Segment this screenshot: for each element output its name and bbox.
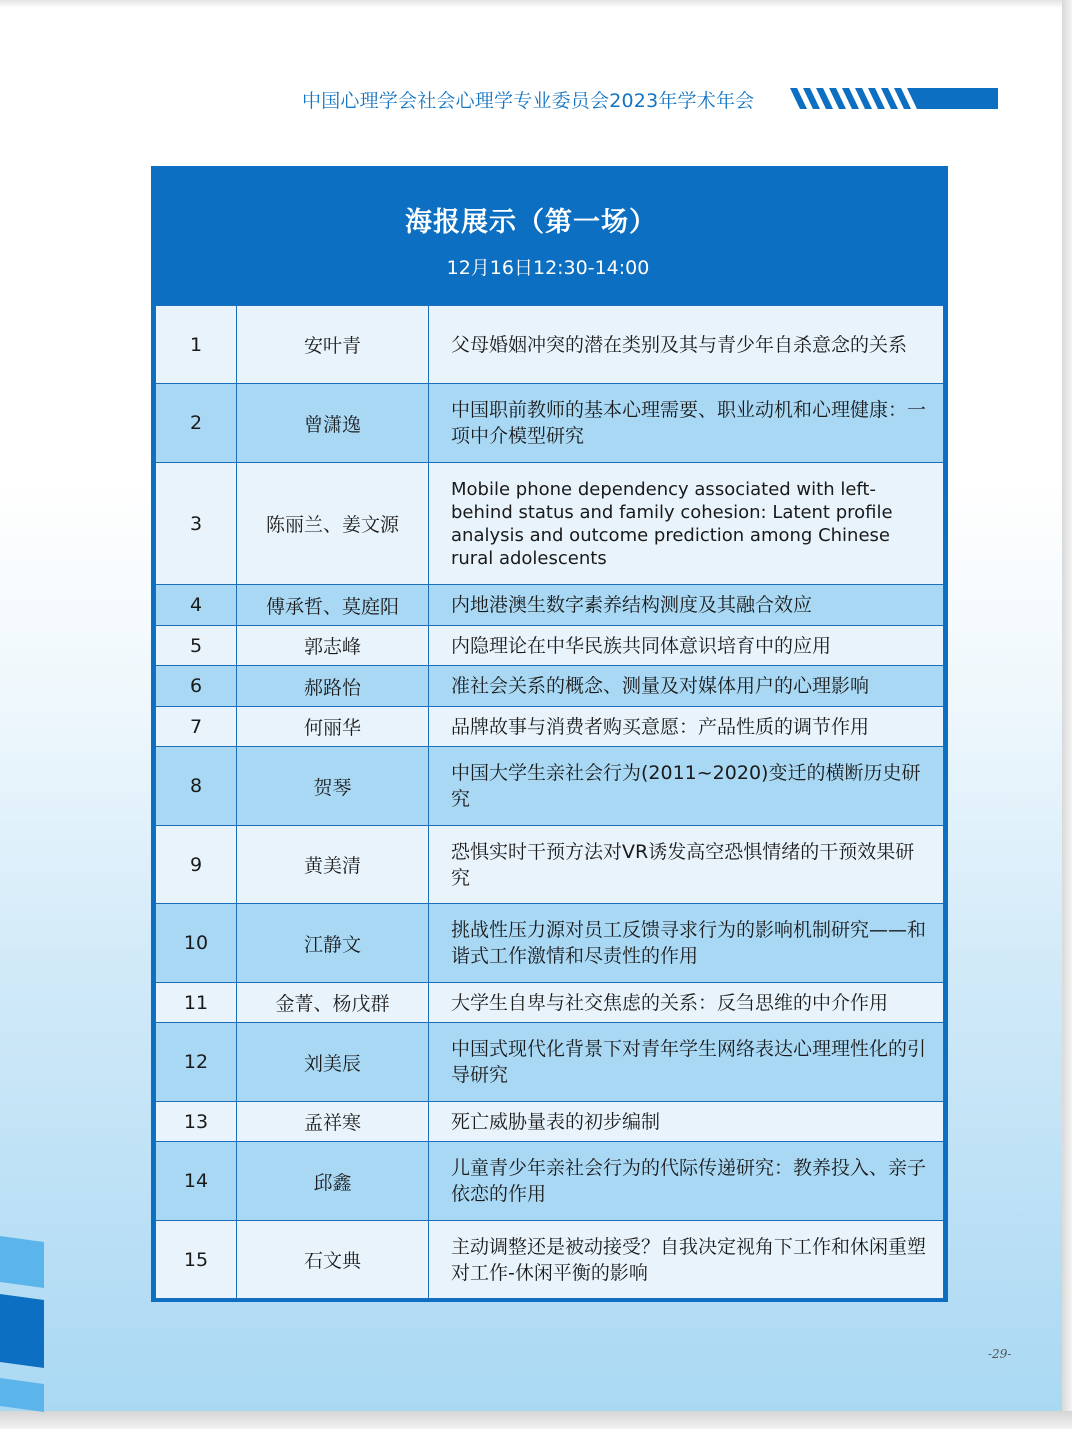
poster-author: 郭志峰 xyxy=(237,626,429,666)
table-row xyxy=(156,1142,944,1221)
poster-number: 9 xyxy=(156,826,237,904)
poster-number: 7 xyxy=(156,707,237,747)
table-row xyxy=(156,1102,944,1142)
poster-title: 大学生自卑与社交焦虑的关系：反刍思维的中介作用 xyxy=(429,983,944,1023)
table-row xyxy=(156,707,944,747)
poster-number: 14 xyxy=(156,1142,237,1221)
header-stripes-decoration xyxy=(790,88,998,109)
session-time: 12月16日12:30-14:00 xyxy=(446,257,650,279)
poster-author: 傅承哲、莫庭阳 xyxy=(237,585,429,626)
poster-number: 11 xyxy=(156,983,237,1023)
poster-author: 黄美清 xyxy=(237,826,429,904)
poster-table xyxy=(155,305,944,1299)
page-top-shadow xyxy=(0,0,1062,8)
poster-number: 12 xyxy=(156,1023,237,1102)
poster-author: 金菁、杨戊群 xyxy=(237,983,429,1023)
poster-title: 中国大学生亲社会行为(2011~2020)变迁的横断历史研究 xyxy=(429,747,944,826)
poster-number: 13 xyxy=(156,1102,237,1142)
session-title: 海报展示（第一场） xyxy=(405,207,657,238)
poster-title: 死亡威胁量表的初步编制 xyxy=(429,1102,944,1142)
page-edge-bottom xyxy=(0,1411,1072,1429)
page-edge-right xyxy=(1062,0,1072,1429)
table-row xyxy=(156,904,944,983)
poster-title: 准社会关系的概念、测量及对媒体用户的心理影响 xyxy=(429,666,944,707)
poster-author: 邱鑫 xyxy=(237,1142,429,1221)
table-row xyxy=(156,585,944,626)
table-row xyxy=(156,463,944,585)
poster-author: 孟祥寒 xyxy=(237,1102,429,1142)
poster-number: 1 xyxy=(156,306,237,384)
poster-number: 15 xyxy=(156,1221,237,1299)
left-edge-decoration xyxy=(0,1228,50,1418)
table-row xyxy=(156,747,944,826)
poster-author: 江静文 xyxy=(237,904,429,983)
poster-author: 石文典 xyxy=(237,1221,429,1299)
poster-title: 中国职前教师的基本心理需要、职业动机和心理健康：一项中介模型研究 xyxy=(429,384,944,463)
poster-title: 品牌故事与消费者购买意愿：产品性质的调节作用 xyxy=(429,707,944,747)
table-row xyxy=(156,983,944,1023)
running-header xyxy=(302,84,754,114)
poster-number: 10 xyxy=(156,904,237,983)
poster-number: 6 xyxy=(156,666,237,707)
poster-author: 安叶青 xyxy=(237,306,429,384)
poster-table-body xyxy=(156,306,944,1299)
poster-title: 父母婚姻冲突的潜在类别及其与青少年自杀意念的关系 xyxy=(429,306,944,384)
conference-title: 中国心理学会社会心理学专业委员会2023年学术年会 xyxy=(302,89,755,112)
poster-number: 5 xyxy=(156,626,237,666)
poster-title: 恐惧实时干预方法对VR诱发高空恐惧情绪的干预效果研究 xyxy=(429,826,944,904)
table-row xyxy=(156,666,944,707)
table-row xyxy=(156,1023,944,1102)
poster-number: 8 xyxy=(156,747,237,826)
poster-author: 何丽华 xyxy=(237,707,429,747)
poster-author: 贺琴 xyxy=(237,747,429,826)
poster-number: 3 xyxy=(156,463,237,585)
table-row xyxy=(156,384,944,463)
table-row xyxy=(156,826,944,904)
poster-title: 中国式现代化背景下对青年学生网络表达心理理性化的引导研究 xyxy=(429,1023,944,1102)
poster-title: 挑战性压力源对员工反馈寻求行为的影响机制研究——和谐式工作激情和尽责性的作用 xyxy=(429,904,944,983)
table-row xyxy=(156,1221,944,1299)
poster-author: 曾潇逸 xyxy=(237,384,429,463)
poster-title: 内地港澳生数字素养结构测度及其融合效应 xyxy=(429,585,944,626)
table-row xyxy=(156,306,944,384)
poster-author: 刘美辰 xyxy=(237,1023,429,1102)
poster-title: 内隐理论在中华民族共同体意识培育中的应用 xyxy=(429,626,944,666)
poster-title: Mobile phone dependency associated with left-behind status and family cohesion: Latent profile analysis and outcome prediction among Chinese rural adolescents xyxy=(429,463,944,585)
poster-number: 2 xyxy=(156,384,237,463)
poster-title: 主动调整还是被动接受？自我决定视角下工作和休闲重塑对工作-休闲平衡的影响 xyxy=(429,1221,944,1299)
poster-title: 儿童青少年亲社会行为的代际传递研究：教养投入、亲子依恋的作用 xyxy=(429,1142,944,1221)
poster-number: 4 xyxy=(156,585,237,626)
page-number: -29- xyxy=(988,1347,1012,1361)
poster-author: 郝路怡 xyxy=(237,666,429,707)
table-row xyxy=(156,626,944,666)
poster-author: 陈丽兰、姜文源 xyxy=(237,463,429,585)
